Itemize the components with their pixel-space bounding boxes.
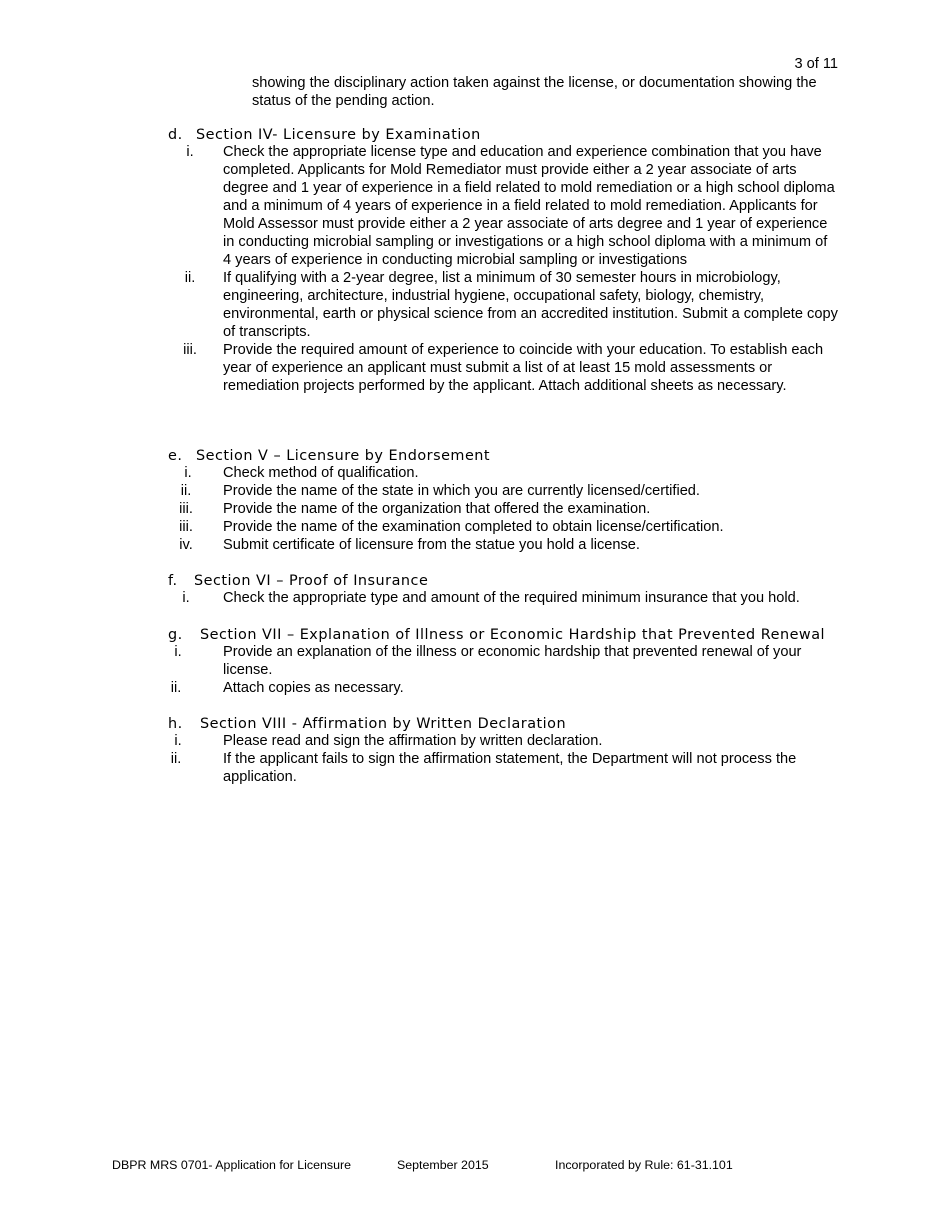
list-item	[168, 482, 848, 500]
item-number: i.	[184, 465, 192, 481]
list-item	[168, 536, 848, 554]
footer-form-name: DBPR MRS 0701- Application for Licensure	[112, 1158, 351, 1172]
item-text: Provide the name of the state in which you are currently licensed/certified.	[223, 483, 700, 499]
item-text: If the applicant fails to sign the affirmation statement, the Department will not process the application.	[223, 751, 797, 785]
list-item	[168, 750, 848, 786]
item-number: i.	[182, 590, 190, 606]
item-text: Provide the name of the examination completed to obtain license/certification.	[223, 519, 724, 535]
section-title: Section VIII - Affirmation by Written Declaration	[200, 716, 567, 732]
list-item	[168, 464, 848, 482]
section-letter: h.	[168, 716, 183, 732]
list-item	[168, 732, 848, 750]
section-heading	[168, 714, 848, 734]
section-e	[168, 446, 848, 554]
list-item	[168, 143, 848, 269]
section-title: Section IV- Licensure by Examination	[196, 127, 481, 143]
item-list	[168, 589, 848, 607]
list-item	[168, 269, 848, 341]
item-text: Attach copies as necessary.	[223, 680, 404, 696]
section-g	[168, 625, 848, 697]
list-item	[168, 643, 848, 679]
item-number: ii.	[180, 483, 192, 499]
footer-date: September 2015	[397, 1158, 489, 1172]
item-text: Provide the name of the organization that offered the examination.	[223, 501, 651, 517]
item-number: iii.	[179, 519, 193, 535]
item-list	[168, 732, 848, 786]
item-number: iii.	[179, 501, 193, 517]
page-number: 3 of 11	[794, 56, 838, 72]
item-number: iii.	[183, 342, 197, 358]
item-text: Submit certificate of licensure from the statue you hold a license.	[223, 537, 640, 553]
item-list	[168, 643, 848, 697]
list-item	[168, 518, 848, 536]
item-text: Provide an explanation of the illness or economic hardship that prevented renewal of your license.	[223, 644, 802, 678]
item-text: Check method of qualification.	[223, 465, 419, 481]
section-letter: g.	[168, 627, 183, 643]
item-text: Provide the required amount of experience to coincide with your education. To establish each year of experience an applicant must submit a list of at least 15 mold assessments or remediation projects performed by the applicant. Attach additional sheets as necessary.	[223, 342, 824, 394]
section-heading	[168, 571, 848, 591]
section-letter: f.	[168, 573, 178, 589]
list-item	[168, 679, 848, 697]
section-d	[168, 125, 848, 395]
section-heading	[168, 625, 848, 645]
section-heading	[168, 125, 848, 145]
list-item	[168, 500, 848, 518]
item-text: Please read and sign the affirmation by written declaration.	[223, 733, 603, 749]
section-title: Section V – Licensure by Endorsement	[196, 448, 491, 464]
item-text: Check the appropriate license type and education and experience combination that you have completed. Applicants for Mold Remediator must provide either a 2 year associate of arts degree and 1 year of experience in a field related to mold remediation or a high school diploma and a minimum of 4 years of experience in a field related to mold remediation. Applicants for Mold Assessor must provide either a 2 year associate of arts degree and 1 year of experience in conducting microbial sampling or investigations or a high school diploma with a minimum of 4 years of experience in conducting microbial sampling or investigations	[223, 144, 835, 268]
item-number: i.	[174, 644, 182, 660]
item-number: i.	[174, 733, 182, 749]
continuation-paragraph: showing the disciplinary action taken against the license, or documentation showing the status of the pending action.	[252, 75, 817, 109]
item-number: ii.	[170, 751, 182, 767]
list-item	[168, 341, 848, 395]
item-number: ii.	[184, 270, 196, 286]
item-text: Check the appropriate type and amount of the required minimum insurance that you hold.	[223, 590, 800, 606]
section-h	[168, 714, 848, 786]
section-letter: e.	[168, 448, 183, 464]
section-title: Section VII – Explanation of Illness or Economic Hardship that Prevented Renewal	[200, 627, 826, 643]
item-number: i.	[186, 144, 194, 160]
item-list	[168, 464, 848, 554]
section-f	[168, 571, 848, 607]
section-title: Section VI – Proof of Insurance	[194, 573, 429, 589]
section-heading	[168, 446, 848, 466]
list-item	[168, 589, 848, 607]
item-number: iv.	[179, 537, 193, 553]
item-list	[168, 143, 848, 395]
footer-rule: Incorporated by Rule: 61-31.101	[555, 1158, 733, 1172]
item-text: If qualifying with a 2-year degree, list a minimum of 30 semester hours in microbiology, engineering, architecture, industrial hygiene, occupational safety, biology, chemistry, environmental, earth or physical science from an accredited institution. Submit a complete copy of transcripts.	[223, 270, 838, 340]
item-number: ii.	[170, 680, 182, 696]
section-letter: d.	[168, 127, 183, 143]
